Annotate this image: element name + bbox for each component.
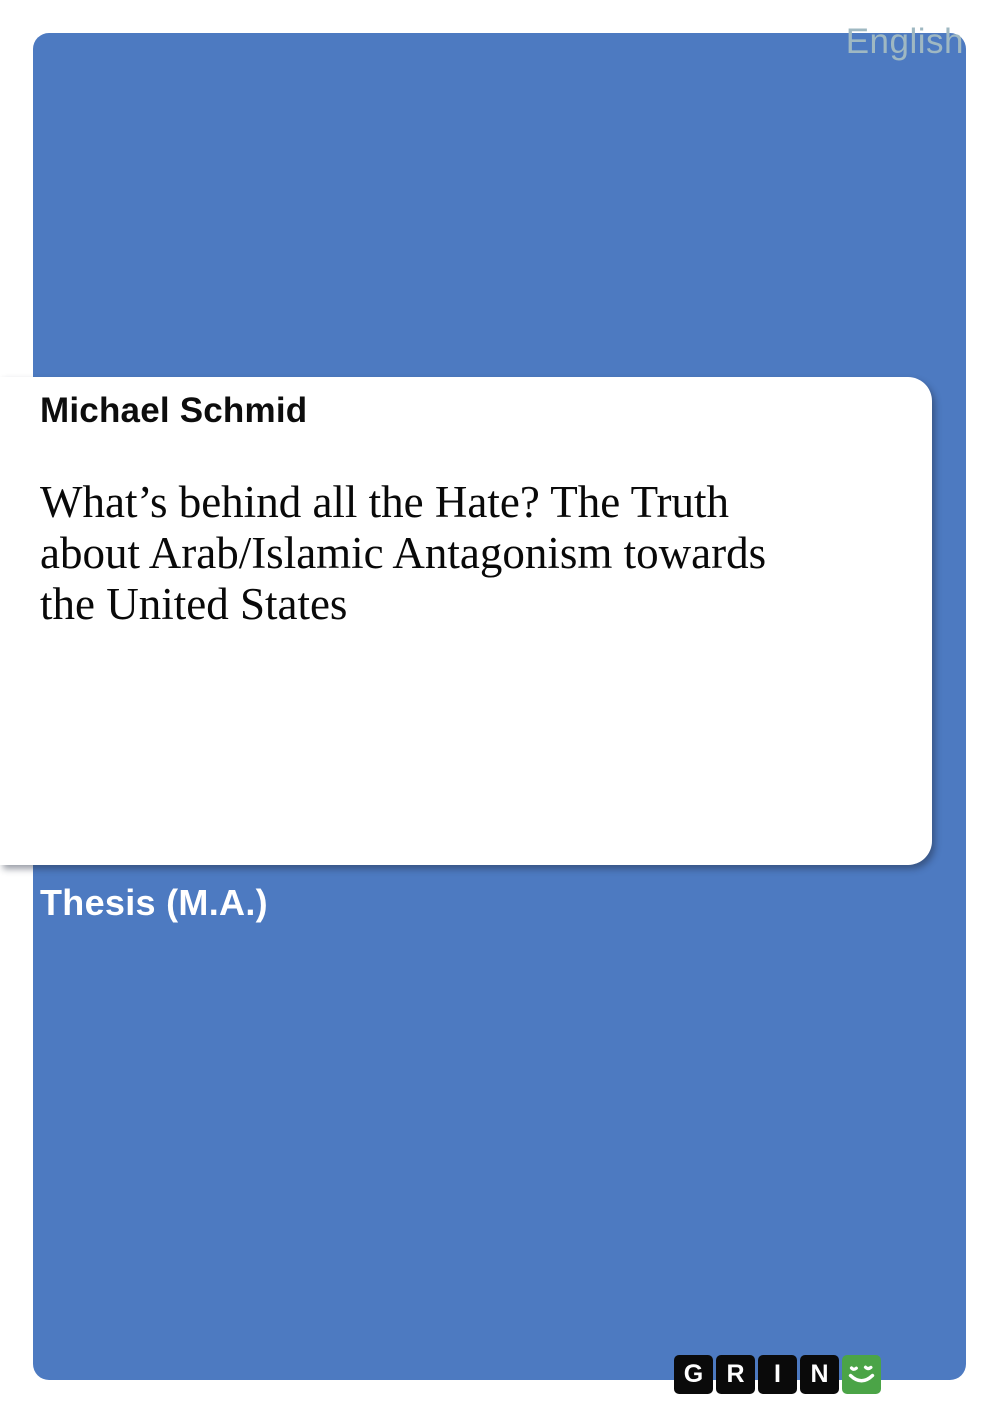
smiley-icon — [842, 1355, 881, 1394]
book-title-line-2: about Arab/Islamic Antagonism towards — [40, 528, 767, 578]
grin-logo — [674, 1355, 881, 1394]
logo-tile-smiley — [842, 1355, 881, 1394]
language-label: English — [845, 22, 964, 61]
logo-tile-r: R — [716, 1355, 755, 1394]
book-title — [40, 477, 902, 630]
book-title-line-1: What’s behind all the Hate? The Truth — [40, 477, 730, 527]
book-title-line-3: the United States — [40, 579, 348, 629]
logo-tile-n: N — [800, 1355, 839, 1394]
logo-tile-i: I — [758, 1355, 797, 1394]
logo-tile-g: G — [674, 1355, 713, 1394]
title-box — [0, 377, 932, 865]
author-name: Michael Schmid — [40, 391, 308, 430]
document-type-label: Thesis (M.A.) — [40, 882, 268, 923]
